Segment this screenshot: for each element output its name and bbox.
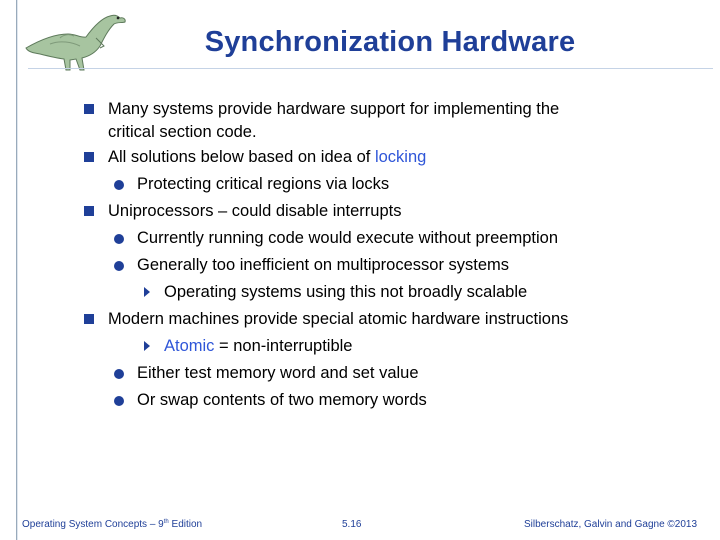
square-bullet-icon bbox=[84, 314, 94, 324]
square-bullet-icon bbox=[84, 206, 94, 216]
bullet-text: Atomic = non-interruptible bbox=[164, 337, 353, 355]
bullet-text: Uniprocessors – could disable interrupts bbox=[108, 202, 402, 220]
round-bullet-icon bbox=[114, 396, 124, 406]
round-bullet-icon bbox=[114, 261, 124, 271]
footer-book-title: Operating System Concepts – 9th Edition bbox=[22, 519, 203, 530]
slide-title: Synchronization Hardware bbox=[204, 26, 576, 58]
triangle-bullet-icon bbox=[144, 341, 150, 351]
bullet-text: Currently running code would execute without preemption bbox=[137, 229, 558, 247]
locking-keyword: locking bbox=[374, 148, 427, 166]
footer-page-number: 5.16 bbox=[342, 519, 362, 530]
round-bullet-icon bbox=[114, 234, 124, 244]
square-bullet-icon bbox=[84, 152, 94, 162]
bullet-text: Generally too inefficient on multiprocessor systems bbox=[137, 256, 510, 274]
left-margin-bar bbox=[0, 0, 17, 540]
bullet-text: critical section code. bbox=[108, 123, 257, 141]
bullet-text: Protecting critical regions via locks bbox=[137, 175, 390, 193]
bullet-text: Many systems provide hardware support for implementing the bbox=[108, 100, 560, 118]
dinosaur-logo bbox=[20, 4, 138, 74]
round-bullet-icon bbox=[114, 180, 124, 190]
bullet-text: Operating systems using this not broadly scalable bbox=[164, 283, 528, 301]
square-bullet-icon bbox=[84, 104, 94, 114]
bullet-text: Or swap contents of two memory words bbox=[137, 391, 427, 409]
bullet-text: Modern machines provide special atomic hardware instructions bbox=[108, 310, 569, 328]
atomic-keyword: Atomic bbox=[164, 337, 215, 355]
title-divider bbox=[28, 68, 713, 69]
footer-copyright: Silberschatz, Galvin and Gagne ©2013 bbox=[524, 519, 698, 530]
triangle-bullet-icon bbox=[144, 287, 150, 297]
bullet-1-continued bbox=[108, 119, 257, 146]
bullet-text: All solutions below based on idea of locking bbox=[108, 148, 427, 166]
round-bullet-icon bbox=[114, 369, 124, 379]
bullet-text: Either test memory word and set value bbox=[137, 364, 419, 382]
